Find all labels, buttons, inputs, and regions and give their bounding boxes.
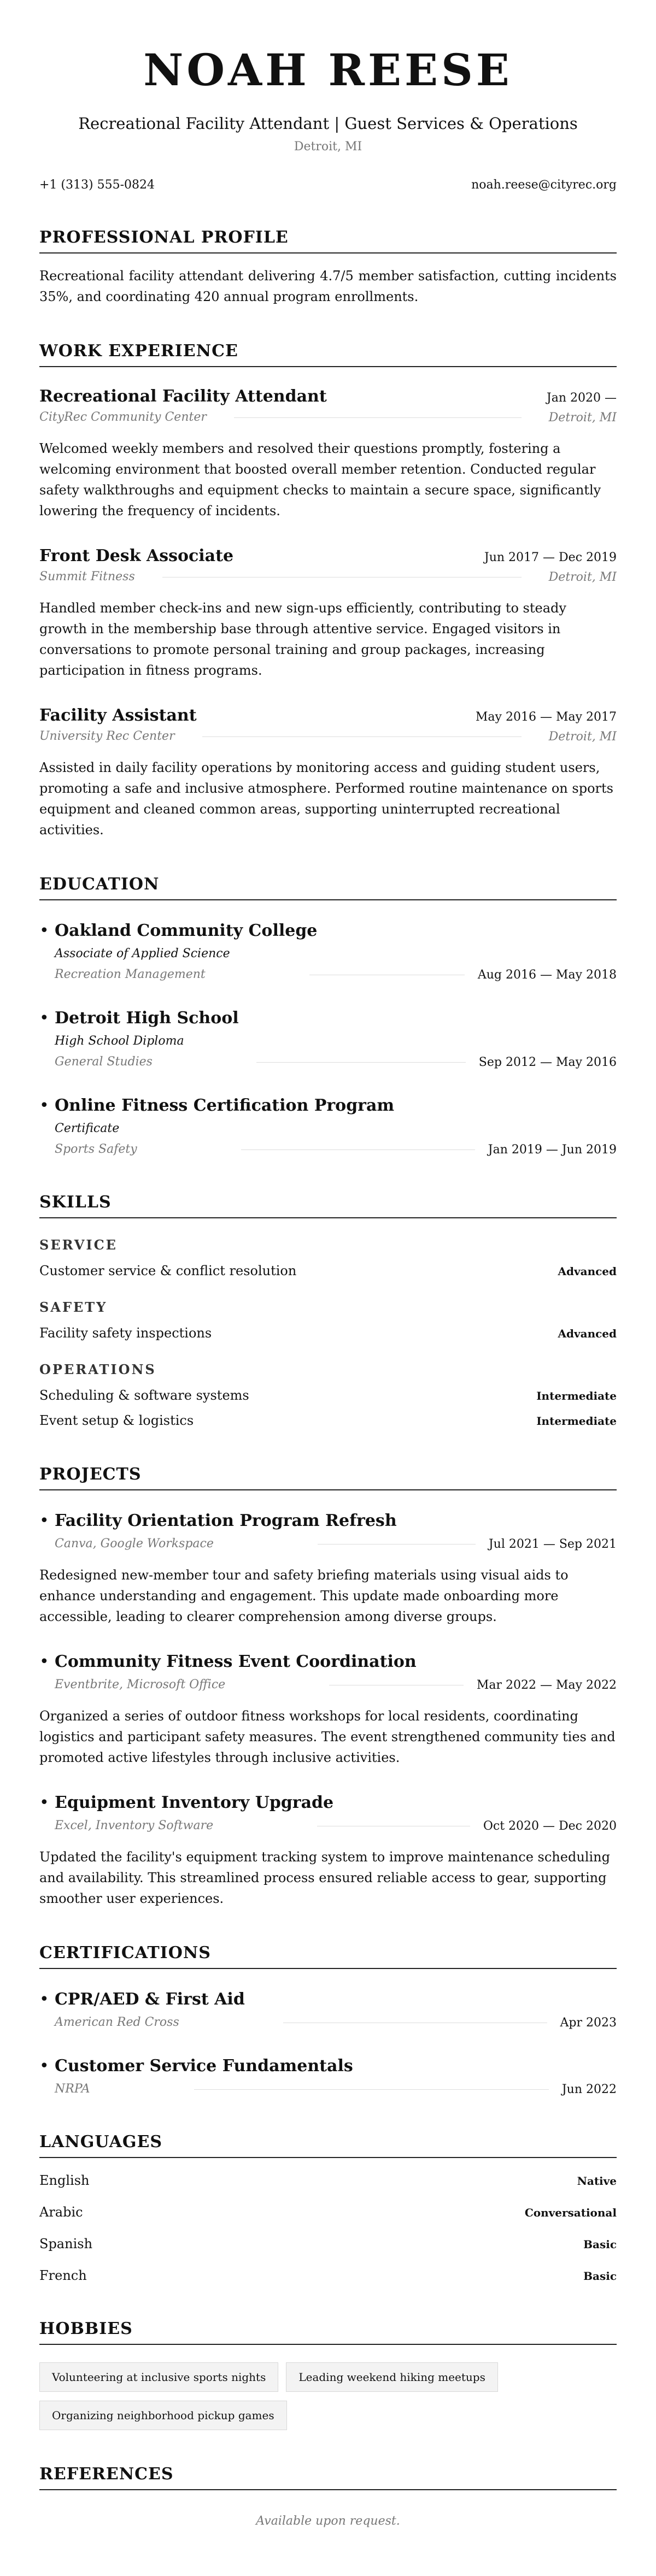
bullet-icon: • xyxy=(39,1990,49,2009)
school-name: Online Fitness Certification Program xyxy=(55,1096,395,1115)
skill-name: Facility safety inspections xyxy=(39,1325,212,1341)
project-title: Facility Orientation Program Refresh xyxy=(55,1511,397,1530)
project-title: Equipment Inventory Upgrade xyxy=(55,1793,334,1812)
language-row xyxy=(39,2203,617,2221)
job-entry xyxy=(39,545,617,681)
certification-name: Customer Service Fundamentals xyxy=(55,2056,353,2076)
school-name: Oakland Community College xyxy=(55,921,318,940)
references-text: Available upon request. xyxy=(256,2514,400,2528)
language-level: Basic xyxy=(583,2270,617,2283)
section-heading: WORK EXPERIENCE xyxy=(39,341,617,367)
language-name: French xyxy=(39,2268,87,2283)
project-entry xyxy=(39,1651,617,1768)
job-organization: CityRec Community Center xyxy=(39,410,207,424)
skill-category: SERVICE xyxy=(39,1237,118,1253)
divider xyxy=(194,2089,549,2090)
project-entry xyxy=(39,1510,617,1627)
job-entry xyxy=(39,705,617,840)
contact-row xyxy=(39,177,617,193)
profile-section xyxy=(39,227,617,307)
language-level: Native xyxy=(577,2174,617,2188)
candidate-location: Detroit, MI xyxy=(294,140,362,154)
education-entry xyxy=(39,1095,617,1158)
skill-name: Customer service & conflict resolution xyxy=(39,1263,297,1278)
hobbies-section xyxy=(39,2319,617,2430)
degree: Associate of Applied Science xyxy=(55,947,230,960)
language-name: Arabic xyxy=(39,2204,83,2220)
experience-section xyxy=(39,341,617,840)
job-location: Detroit, MI xyxy=(548,410,617,425)
skill-row xyxy=(39,1323,617,1343)
job-organization: Summit Fitness xyxy=(39,570,135,583)
job-dates: May 2016 — May 2017 xyxy=(475,710,617,724)
school-name: Detroit High School xyxy=(55,1009,239,1028)
job-dates: Jan 2020 — xyxy=(546,391,617,405)
language-row xyxy=(39,2266,617,2285)
degree: Certificate xyxy=(55,1122,120,1135)
section-heading: PROFESSIONAL PROFILE xyxy=(39,227,617,254)
skill-name: Scheduling & software systems xyxy=(39,1388,249,1403)
job-dates: Jun 2017 — Dec 2019 xyxy=(484,551,617,564)
education-dates: Jan 2019 — Jun 2019 xyxy=(488,1142,617,1157)
bullet-icon: • xyxy=(39,1793,49,1812)
section-heading: HOBBIES xyxy=(39,2319,617,2345)
profile-text: Recreational facility attendant delivering 4.7/5 member satisfaction, cutting incidents 35%, and coordinating 420 annual program enrollments. xyxy=(39,268,617,304)
certification-entry xyxy=(39,1989,617,2031)
bullet-icon: • xyxy=(39,2056,49,2076)
job-title: Recreational Facility Attendant xyxy=(39,387,327,406)
hobby-list xyxy=(39,2362,617,2430)
job-location: Detroit, MI xyxy=(548,729,617,744)
phone-number[interactable]: +1 (313) 555-0824 xyxy=(39,178,155,192)
job-title: Front Desk Associate xyxy=(39,546,234,565)
skills-section xyxy=(39,1192,617,1430)
certification-name: CPR/AED & First Aid xyxy=(55,1990,245,2009)
project-tools: Canva, Google Workspace xyxy=(55,1537,214,1551)
field-of-study: Sports Safety xyxy=(55,1142,137,1156)
section-heading: REFERENCES xyxy=(39,2464,617,2490)
bullet-icon: • xyxy=(39,1096,49,1115)
projects-section xyxy=(39,1464,617,1909)
degree: High School Diploma xyxy=(55,1034,184,1048)
section-heading: SKILLS xyxy=(39,1192,617,1218)
certification-date: Apr 2023 xyxy=(560,2015,617,2030)
project-description: Redesigned new-member tour and safety briefing materials using visual aids to enhance understanding and engagement. This update made onboarding more accessible, leading to clearer comprehension among diverse groups. xyxy=(39,1567,569,1624)
hobby-chip: Volunteering at inclusive sports nights xyxy=(39,2362,278,2392)
divider xyxy=(256,1062,466,1063)
bullet-icon: • xyxy=(39,921,49,940)
language-row xyxy=(39,2235,617,2253)
education-entry xyxy=(39,1007,617,1071)
project-description: Updated the facility's equipment tracking system to improve maintenance scheduling and availability. This streamlined process ensured reliable access to gear, supporting smoother user experiences. xyxy=(39,1849,610,1906)
project-tools: Excel, Inventory Software xyxy=(55,1819,214,1832)
section-heading: PROJECTS xyxy=(39,1464,617,1490)
divider xyxy=(234,417,522,418)
skill-level: Advanced xyxy=(558,1265,617,1278)
certification-issuer: NRPA xyxy=(55,2082,90,2096)
skill-row xyxy=(39,1386,617,1405)
job-description: Assisted in daily facility operations by monitoring access and guiding student users, promoting a safe and inclusive atmosphere. Performed routine maintenance on sports equipment and cleaned common areas, supporting uninterrupted recreational activities. xyxy=(39,760,613,838)
certification-entry xyxy=(39,2055,617,2098)
job-title: Facility Assistant xyxy=(39,706,197,725)
language-name: Spanish xyxy=(39,2236,93,2251)
language-row xyxy=(39,2171,617,2190)
project-dates: Jul 2021 — Sep 2021 xyxy=(488,1537,617,1551)
skill-row xyxy=(39,1261,617,1281)
skill-level: Intermediate xyxy=(536,1414,617,1428)
resume-header xyxy=(39,0,617,193)
language-level: Basic xyxy=(583,2238,617,2251)
skill-level: Advanced xyxy=(558,1327,617,1340)
skill-category: SAFETY xyxy=(39,1299,108,1315)
certifications-section xyxy=(39,1943,617,2098)
references-section xyxy=(39,2464,617,2528)
job-description: Handled member check-ins and new sign-ups efficiently, contributing to steady growth in the membership base through attentive service. Engaged visitors in conversations to promote personal training and group packages, increasing participation in fitness programs. xyxy=(39,600,566,678)
education-dates: Sep 2012 — May 2016 xyxy=(478,1055,617,1069)
job-description: Welcomed weekly members and resolved their questions promptly, fostering a welcoming environment that boosted overall member retention. Conducted regular safety walkthroughs and equipment checks to maintain a secure space, significantly lowering the frequency of incidents. xyxy=(39,441,601,518)
certification-date: Jun 2022 xyxy=(561,2082,617,2096)
job-entry xyxy=(39,386,617,521)
job-location: Detroit, MI xyxy=(548,570,617,584)
certification-issuer: American Red Cross xyxy=(55,2015,179,2029)
skill-level: Intermediate xyxy=(536,1389,617,1402)
bullet-icon: • xyxy=(39,1511,49,1530)
field-of-study: General Studies xyxy=(55,1055,153,1069)
project-entry xyxy=(39,1792,617,1909)
hobby-chip: Organizing neighborhood pickup games xyxy=(39,2401,287,2430)
project-description: Organized a series of outdoor fitness workshops for local residents, coordinating logistics and participant safety measures. The event strengthened community ties and promoted active lifestyles through inclusive activities. xyxy=(39,1708,616,1765)
skill-row xyxy=(39,1411,617,1430)
education-dates: Aug 2016 — May 2018 xyxy=(477,968,617,982)
project-tools: Eventbrite, Microsoft Office xyxy=(55,1678,226,1691)
section-heading: LANGUAGES xyxy=(39,2132,617,2158)
job-organization: University Rec Center xyxy=(39,729,175,743)
education-entry xyxy=(39,920,617,983)
languages-section xyxy=(39,2132,617,2285)
project-dates: Mar 2022 — May 2022 xyxy=(476,1678,617,1692)
bullet-icon: • xyxy=(39,1652,49,1671)
language-name: English xyxy=(39,2173,90,2188)
project-title: Community Fitness Event Coordination xyxy=(55,1652,417,1671)
section-heading: EDUCATION xyxy=(39,874,617,900)
bullet-icon: • xyxy=(39,1009,49,1028)
skill-name: Event setup & logistics xyxy=(39,1413,194,1428)
field-of-study: Recreation Management xyxy=(55,968,206,981)
candidate-title: Recreational Facility Attendant | Guest Services & Operations xyxy=(78,114,578,133)
section-heading: CERTIFICATIONS xyxy=(39,1943,617,1969)
divider xyxy=(202,736,522,737)
hobby-chip: Leading weekend hiking meetups xyxy=(286,2362,498,2392)
language-level: Conversational xyxy=(524,2206,617,2219)
project-dates: Oct 2020 — Dec 2020 xyxy=(483,1819,617,1833)
candidate-name: NOAH REESE xyxy=(143,44,513,96)
email-address[interactable]: noah.reese@cityrec.org xyxy=(471,178,617,192)
skill-category: OPERATIONS xyxy=(39,1361,156,1377)
divider xyxy=(318,1544,476,1545)
education-section xyxy=(39,874,617,1158)
